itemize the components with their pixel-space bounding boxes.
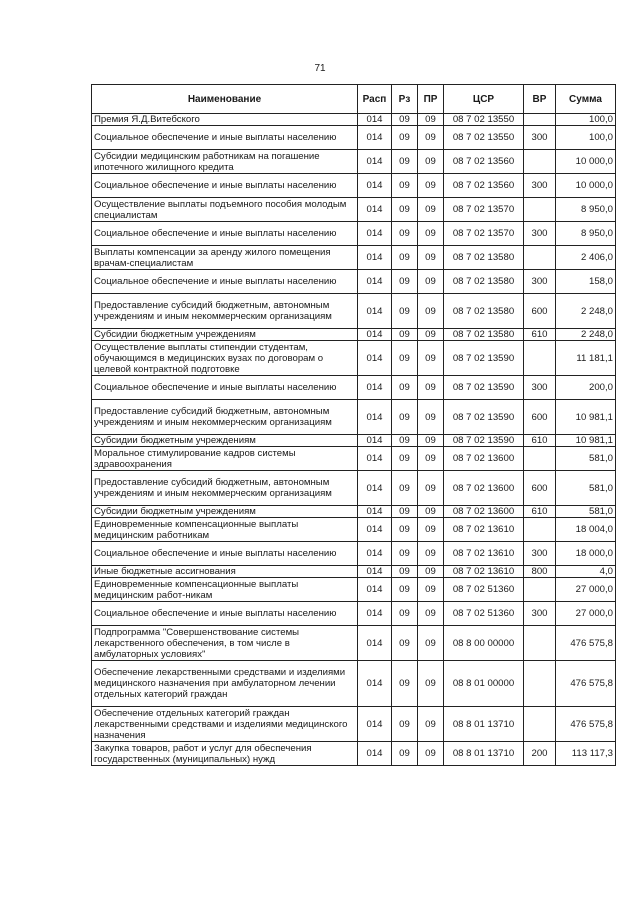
cell-rz: 09: [392, 742, 418, 766]
cell-rasp: 014: [358, 150, 392, 174]
cell-name: Социальное обеспечение и иные выплаты населению: [92, 602, 358, 626]
cell-rasp: 014: [358, 447, 392, 471]
header-rasp: Расп: [358, 85, 392, 114]
cell-vr: 610: [524, 506, 556, 518]
cell-rz: 09: [392, 435, 418, 447]
cell-name: Субсидии бюджетным учреждениям: [92, 506, 358, 518]
cell-vr: 610: [524, 435, 556, 447]
cell-rasp: 014: [358, 400, 392, 435]
cell-sum: 8 950,0: [556, 222, 616, 246]
cell-name: Социальное обеспечение и иные выплаты населению: [92, 542, 358, 566]
cell-vr: [524, 246, 556, 270]
cell-pr: 09: [418, 222, 444, 246]
cell-vr: 600: [524, 294, 556, 329]
cell-name: Осуществление выплаты подъемного пособия молодым специалистам: [92, 198, 358, 222]
cell-csr: 08 7 02 13590: [444, 435, 524, 447]
cell-csr: 08 7 02 13560: [444, 174, 524, 198]
table-row: [92, 329, 616, 341]
cell-sum: 4,0: [556, 566, 616, 578]
cell-sum: 476 575,8: [556, 707, 616, 742]
cell-name: Моральное стимулирование кадров системы здравоохранения: [92, 447, 358, 471]
cell-csr: 08 7 02 13580: [444, 329, 524, 341]
cell-vr: [524, 518, 556, 542]
header-name: Наименование: [92, 85, 358, 114]
cell-rasp: 014: [358, 707, 392, 742]
cell-pr: 09: [418, 542, 444, 566]
cell-sum: 158,0: [556, 270, 616, 294]
cell-vr: 300: [524, 174, 556, 198]
table-row: [92, 198, 616, 222]
cell-rz: 09: [392, 400, 418, 435]
cell-name: Обеспечение лекарственными средствами и изделиями медицинского назначения при амбулаторном лечении отдельных категорий граждан: [92, 661, 358, 707]
cell-vr: [524, 198, 556, 222]
table-row: [92, 506, 616, 518]
cell-name: Подпрограмма "Совершенствование системы лекарственного обеспечения, в том числе в амбулаторных условиях": [92, 626, 358, 661]
cell-pr: 09: [418, 626, 444, 661]
page-number: 71: [314, 63, 326, 74]
cell-name: Субсидии медицинским работникам на погашение ипотечного жилищного кредита: [92, 150, 358, 174]
cell-name: Социальное обеспечение и иные выплаты населению: [92, 222, 358, 246]
cell-vr: 800: [524, 566, 556, 578]
cell-rasp: 014: [358, 198, 392, 222]
cell-csr: 08 7 02 13550: [444, 114, 524, 126]
cell-sum: 11 181,1: [556, 341, 616, 376]
cell-pr: 09: [418, 150, 444, 174]
cell-rasp: 014: [358, 341, 392, 376]
cell-csr: 08 7 02 13580: [444, 246, 524, 270]
cell-rz: 09: [392, 329, 418, 341]
cell-rasp: 014: [358, 126, 392, 150]
cell-name: Осуществление выплаты стипендии студентам, обучающимся в медицинских вузах по договорам о целевой контрактной подготовке: [92, 341, 358, 376]
cell-pr: 09: [418, 518, 444, 542]
table-row: [92, 222, 616, 246]
cell-name: Предоставление субсидий бюджетным, автономным учреждениям и иным некоммерческим организациям: [92, 471, 358, 506]
cell-name: Выплаты компенсации за аренду жилого помещения врачам-специалистам: [92, 246, 358, 270]
cell-vr: [524, 707, 556, 742]
table-row: [92, 376, 616, 400]
cell-csr: 08 7 02 51360: [444, 602, 524, 626]
cell-vr: 600: [524, 471, 556, 506]
table-row: [92, 341, 616, 376]
cell-name: Единовременные компенсационные выплаты медицинским работникам: [92, 518, 358, 542]
cell-vr: [524, 150, 556, 174]
cell-sum: 2 406,0: [556, 246, 616, 270]
cell-rasp: 014: [358, 578, 392, 602]
cell-vr: [524, 626, 556, 661]
table-row: [92, 566, 616, 578]
cell-rasp: 014: [358, 742, 392, 766]
cell-csr: 08 7 02 13600: [444, 471, 524, 506]
budget-table: [91, 84, 616, 766]
cell-sum: 100,0: [556, 126, 616, 150]
cell-rz: 09: [392, 341, 418, 376]
cell-rz: 09: [392, 661, 418, 707]
cell-rasp: 014: [358, 222, 392, 246]
cell-pr: 09: [418, 661, 444, 707]
cell-vr: [524, 578, 556, 602]
cell-sum: 200,0: [556, 376, 616, 400]
table-row: [92, 542, 616, 566]
cell-sum: 100,0: [556, 114, 616, 126]
cell-pr: 09: [418, 341, 444, 376]
cell-sum: 27 000,0: [556, 578, 616, 602]
cell-sum: 10 000,0: [556, 174, 616, 198]
cell-sum: 581,0: [556, 506, 616, 518]
table-row: [92, 626, 616, 661]
cell-rz: 09: [392, 602, 418, 626]
cell-vr: 200: [524, 742, 556, 766]
header-csr: ЦСР: [444, 85, 524, 114]
cell-rz: 09: [392, 246, 418, 270]
cell-name: Социальное обеспечение и иные выплаты населению: [92, 174, 358, 198]
cell-rz: 09: [392, 506, 418, 518]
cell-vr: 300: [524, 222, 556, 246]
cell-vr: 600: [524, 400, 556, 435]
cell-sum: 10 981,1: [556, 400, 616, 435]
table-row: [92, 150, 616, 174]
cell-rasp: 014: [358, 376, 392, 400]
cell-pr: 09: [418, 566, 444, 578]
cell-sum: 476 575,8: [556, 626, 616, 661]
cell-pr: 09: [418, 707, 444, 742]
cell-rasp: 014: [358, 329, 392, 341]
cell-csr: 08 7 02 51360: [444, 578, 524, 602]
cell-rz: 09: [392, 518, 418, 542]
cell-name: Социальное обеспечение и иные выплаты населению: [92, 376, 358, 400]
cell-csr: 08 7 02 13590: [444, 376, 524, 400]
cell-vr: [524, 661, 556, 707]
table-row: [92, 518, 616, 542]
table-header-row: [92, 85, 616, 114]
cell-rz: 09: [392, 150, 418, 174]
cell-csr: 08 7 02 13580: [444, 270, 524, 294]
cell-name: Субсидии бюджетным учреждениям: [92, 329, 358, 341]
cell-pr: 09: [418, 400, 444, 435]
table-row: [92, 742, 616, 766]
cell-rz: 09: [392, 471, 418, 506]
cell-vr: 300: [524, 376, 556, 400]
cell-rasp: 014: [358, 518, 392, 542]
cell-rz: 09: [392, 174, 418, 198]
cell-pr: 09: [418, 294, 444, 329]
cell-rz: 09: [392, 376, 418, 400]
cell-sum: 2 248,0: [556, 329, 616, 341]
cell-sum: 10 000,0: [556, 150, 616, 174]
table-row: [92, 435, 616, 447]
header-sum: Сумма: [556, 85, 616, 114]
table-row: [92, 661, 616, 707]
cell-name: Предоставление субсидий бюджетным, автономным учреждениям и иным некоммерческим организациям: [92, 294, 358, 329]
cell-pr: 09: [418, 742, 444, 766]
cell-sum: 18 000,0: [556, 542, 616, 566]
cell-name: Обеспечение отдельных категорий граждан лекарственными средствами и изделиями медицинского назначения: [92, 707, 358, 742]
cell-vr: [524, 114, 556, 126]
table-row: [92, 294, 616, 329]
cell-csr: 08 7 02 13600: [444, 447, 524, 471]
cell-pr: 09: [418, 471, 444, 506]
cell-rz: 09: [392, 222, 418, 246]
cell-csr: 08 7 02 13570: [444, 198, 524, 222]
cell-rasp: 014: [358, 626, 392, 661]
cell-rz: 09: [392, 198, 418, 222]
cell-name: Субсидии бюджетным учреждениям: [92, 435, 358, 447]
cell-name: Единовременные компенсационные выплаты медицинским работ-никам: [92, 578, 358, 602]
cell-rz: 09: [392, 542, 418, 566]
cell-sum: 27 000,0: [556, 602, 616, 626]
cell-pr: 09: [418, 435, 444, 447]
cell-pr: 09: [418, 270, 444, 294]
cell-rz: 09: [392, 126, 418, 150]
cell-vr: [524, 447, 556, 471]
cell-pr: 09: [418, 447, 444, 471]
cell-pr: 09: [418, 376, 444, 400]
cell-sum: 2 248,0: [556, 294, 616, 329]
cell-csr: 08 7 02 13600: [444, 506, 524, 518]
cell-csr: 08 8 01 00000: [444, 661, 524, 707]
cell-csr: 08 7 02 13580: [444, 294, 524, 329]
cell-rasp: 014: [358, 114, 392, 126]
cell-csr: 08 7 02 13610: [444, 542, 524, 566]
cell-csr: 08 7 02 13610: [444, 566, 524, 578]
cell-pr: 09: [418, 506, 444, 518]
cell-csr: 08 7 02 13550: [444, 126, 524, 150]
cell-pr: 09: [418, 114, 444, 126]
table-row: [92, 578, 616, 602]
table-row: [92, 447, 616, 471]
cell-csr: 08 7 02 13590: [444, 341, 524, 376]
table-row: [92, 126, 616, 150]
cell-pr: 09: [418, 174, 444, 198]
cell-rasp: 014: [358, 270, 392, 294]
cell-vr: 300: [524, 542, 556, 566]
cell-vr: [524, 341, 556, 376]
cell-rasp: 014: [358, 506, 392, 518]
cell-name: Иные бюджетные ассигнования: [92, 566, 358, 578]
cell-rz: 09: [392, 626, 418, 661]
cell-rasp: 014: [358, 174, 392, 198]
header-vr: ВР: [524, 85, 556, 114]
cell-name: Премия Я.Д.Витебского: [92, 114, 358, 126]
cell-rz: 09: [392, 270, 418, 294]
cell-vr: 610: [524, 329, 556, 341]
table-body: [92, 114, 616, 766]
table-row: [92, 471, 616, 506]
cell-csr: 08 8 01 13710: [444, 707, 524, 742]
cell-vr: 300: [524, 270, 556, 294]
cell-rz: 09: [392, 578, 418, 602]
cell-pr: 09: [418, 602, 444, 626]
cell-pr: 09: [418, 329, 444, 341]
cell-rasp: 014: [358, 542, 392, 566]
cell-rasp: 014: [358, 246, 392, 270]
table-row: [92, 707, 616, 742]
cell-csr: 08 7 02 13610: [444, 518, 524, 542]
cell-rasp: 014: [358, 294, 392, 329]
cell-csr: 08 7 02 13590: [444, 400, 524, 435]
table-row: [92, 602, 616, 626]
cell-sum: 10 981,1: [556, 435, 616, 447]
table-row: [92, 400, 616, 435]
cell-rz: 09: [392, 294, 418, 329]
cell-pr: 09: [418, 246, 444, 270]
cell-rz: 09: [392, 447, 418, 471]
table-row: [92, 270, 616, 294]
cell-pr: 09: [418, 126, 444, 150]
header-pr: ПР: [418, 85, 444, 114]
cell-sum: 18 004,0: [556, 518, 616, 542]
cell-name: Закупка товаров, работ и услуг для обеспечения государственных (муниципальных) нужд: [92, 742, 358, 766]
cell-csr: 08 7 02 13560: [444, 150, 524, 174]
cell-rasp: 014: [358, 661, 392, 707]
cell-rasp: 014: [358, 566, 392, 578]
cell-csr: 08 8 00 00000: [444, 626, 524, 661]
cell-csr: 08 8 01 13710: [444, 742, 524, 766]
cell-sum: 581,0: [556, 447, 616, 471]
cell-vr: 300: [524, 602, 556, 626]
table-row: [92, 114, 616, 126]
cell-sum: 113 117,3: [556, 742, 616, 766]
header-rz: Рз: [392, 85, 418, 114]
cell-rz: 09: [392, 114, 418, 126]
cell-pr: 09: [418, 198, 444, 222]
cell-name: Социальное обеспечение и иные выплаты населению: [92, 270, 358, 294]
cell-vr: 300: [524, 126, 556, 150]
cell-rz: 09: [392, 707, 418, 742]
cell-rasp: 014: [358, 471, 392, 506]
cell-rasp: 014: [358, 435, 392, 447]
cell-rz: 09: [392, 566, 418, 578]
cell-csr: 08 7 02 13570: [444, 222, 524, 246]
cell-sum: 476 575,8: [556, 661, 616, 707]
table-row: [92, 174, 616, 198]
cell-rasp: 014: [358, 602, 392, 626]
table-row: [92, 246, 616, 270]
cell-pr: 09: [418, 578, 444, 602]
cell-name: Социальное обеспечение и иные выплаты населению: [92, 126, 358, 150]
cell-sum: 8 950,0: [556, 198, 616, 222]
cell-name: Предоставление субсидий бюджетным, автономным учреждениям и иным некоммерческим организациям: [92, 400, 358, 435]
cell-sum: 581,0: [556, 471, 616, 506]
